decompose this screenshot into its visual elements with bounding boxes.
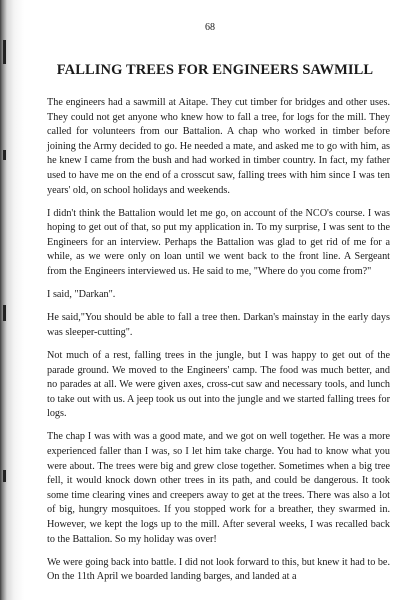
paragraph: He said,"You should be able to fall a tree then. Darkan's mainstay in the early days was sleeper-cutting". [47, 312, 390, 338]
scan-edge-mark [3, 40, 6, 64]
book-spine-shadow [0, 0, 24, 600]
body-text [47, 96, 390, 593]
page-number: 68 [205, 22, 215, 33]
paragraph: The chap I was with was a good mate, and we got on well together. He was a more experienced faller than I was, so I let him take charge. You had to know what you were about. The trees were big and grew close together. Sometimes when a big tree fell, it would knock down other trees in its path, and could be dangerous. It took some time clearing vines and creepers away to get at the trees. There was also a lot of big, hungry mosquitoes. If you stopped work for a breather, they swarmed in. However, we kept the logs up to the mill. After several weeks, I was recalled back to the Battalion. So my holiday was over! [47, 431, 390, 545]
paragraph: The engineers had a sawmill at Aitape. They cut timber for bridges and other uses. They could not get anyone who knew how to fall a tree, for logs for the mill. They called for volunteers from our Battalion. A chap who worked in timber before joining the Army decided to go. He needed a mate, and asked me to go with him, as he knew I came from the bush and had worked in timber country. In fact, my father used to have me on the end of a crosscut saw, falling trees with him since I was ten years' old, on school holidays and weekends. [47, 97, 390, 196]
paragraph: I didn't think the Battalion would let me go, on account of the NCO's course. I was hoping to get out of that, so put my application in. To my surprise, I was sent to the Engineers for an interview. Perhaps the Battalion was glad to get rid of me for a while, as we were only on loan until we went back to the front line. A Sergeant from the Engineers interviewed us. He said to me, "Where do you come from?" [47, 207, 390, 278]
scan-edge-mark [3, 305, 6, 321]
paragraph: I said, "Darkan". [47, 289, 116, 301]
scan-edge-mark [3, 470, 6, 482]
paragraph: Not much of a rest, falling trees in the jungle, but I was happy to get out of the parade ground. We moved to the Engineers' camp. The food was much better, and no parades at all. We were given axes, cross-cut saw and necessary tools, and lunch to take out with us. A jeep took us out into the jungle and we started falling trees for logs. [47, 349, 390, 420]
paragraph: We were going back into battle. I did not look forward to this, but knew it had to be. On the 11th April we boarded landing barges, and landed at a [47, 556, 390, 583]
scan-edge-mark [3, 150, 6, 160]
chapter-title: FALLING TREES FOR ENGINEERS SAWMILL [56, 62, 374, 78]
